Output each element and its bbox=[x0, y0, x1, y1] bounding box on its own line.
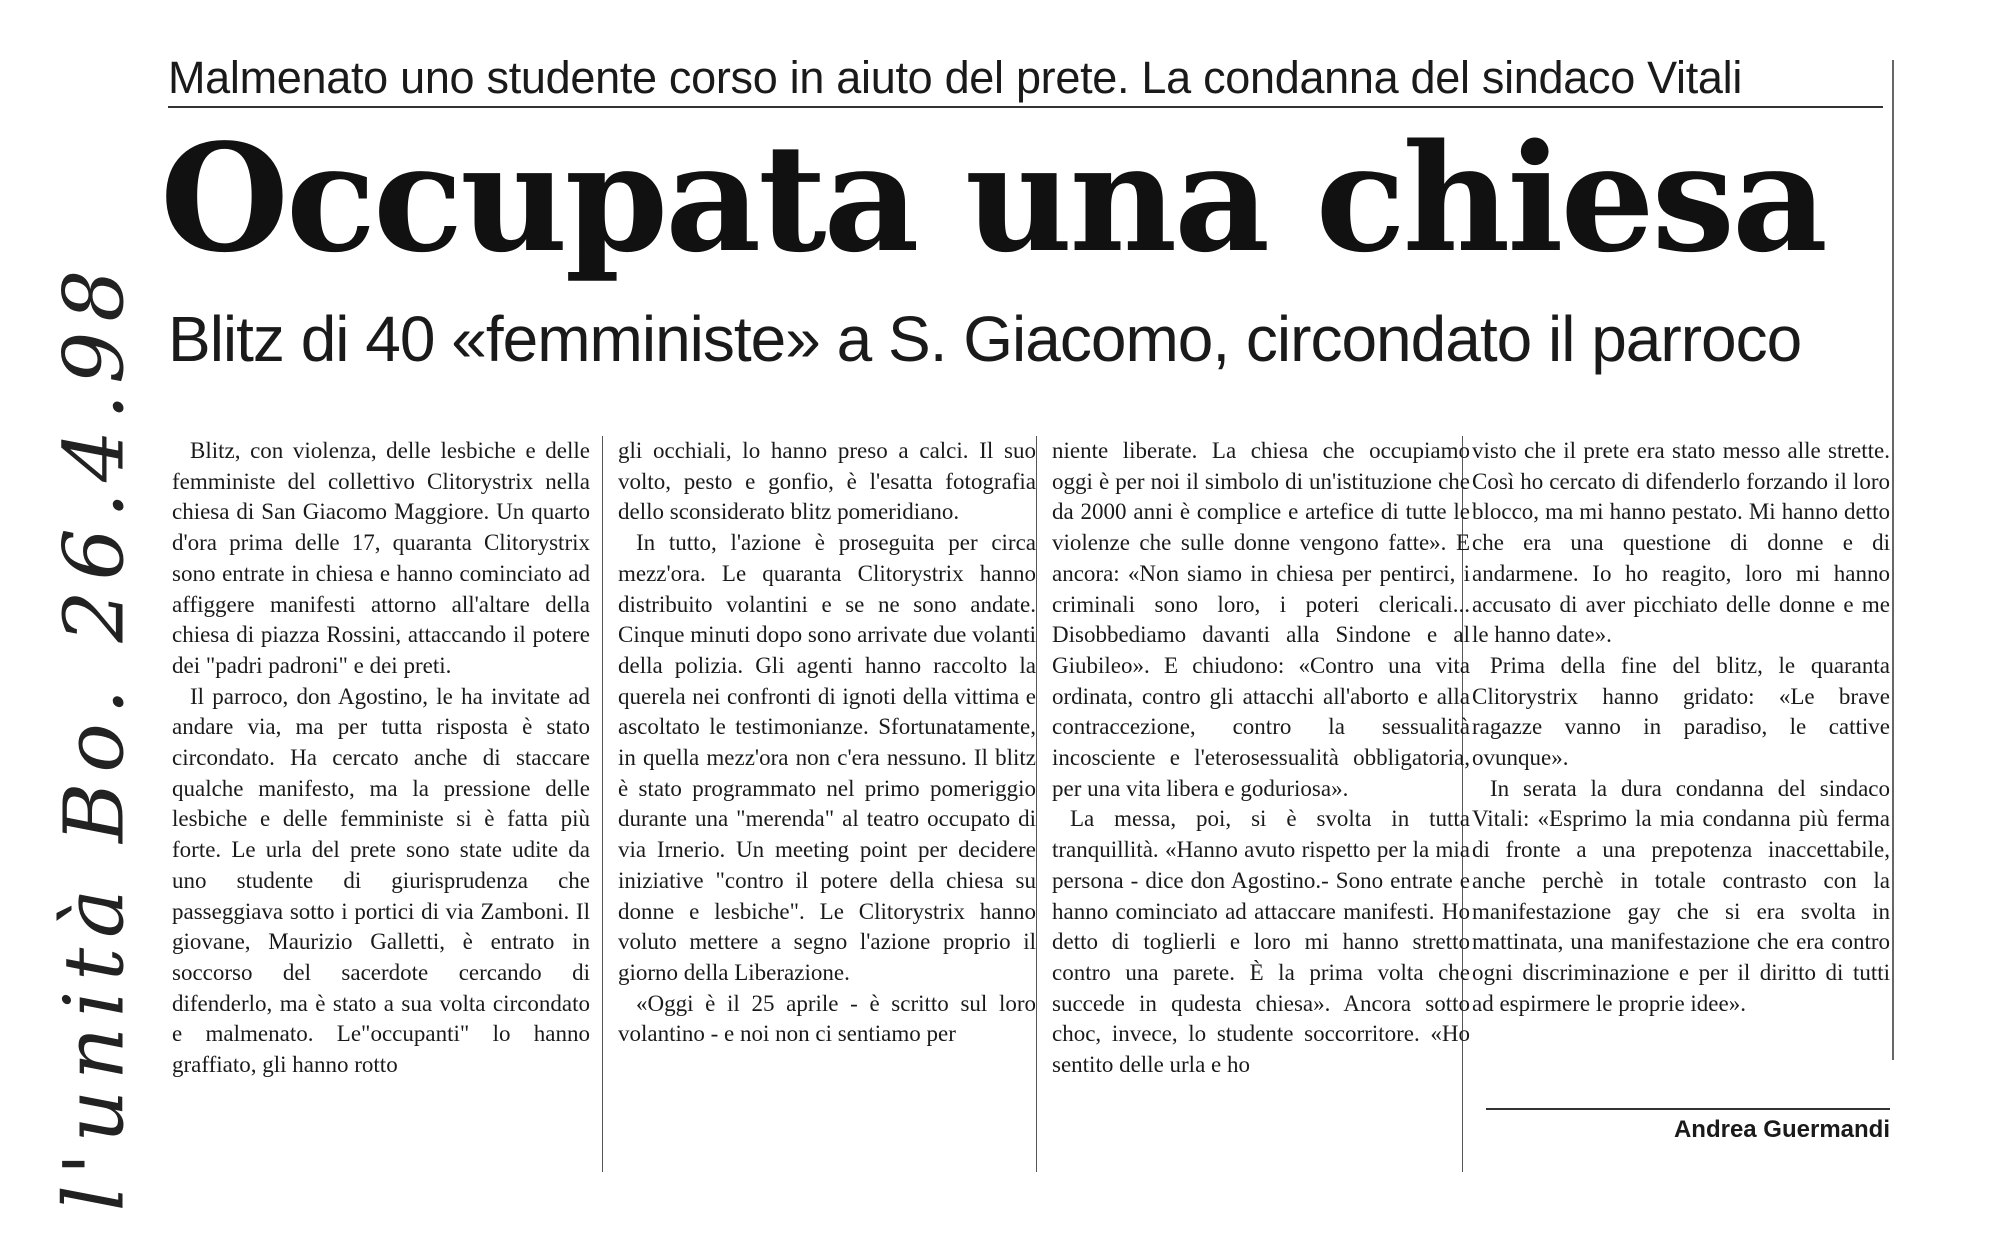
handwritten-note: l'unità Bo. 26.4.98 bbox=[47, 259, 143, 1211]
paragraph: gli occhiali, lo hanno preso a calci. Il suo volto, pesto e gonfio, è l'esatta fotografia dello sconsiderato blitz pomeridiano. bbox=[618, 438, 1036, 525]
paragraph: visto che il prete era stato messo alle strette. Così ho cercato di difenderlo forzando il loro blocco, ma mi hanno pestato. Mi hanno detto che era una questione di donne e di andarmene. Io ho reagito, loro mi hanno accusato di aver picchiato delle donne e me le hanno date». bbox=[1472, 438, 1890, 648]
right-border-rule bbox=[1892, 60, 1894, 1060]
byline-rule bbox=[1486, 1108, 1890, 1110]
paragraph: In serata la dura condanna del sindaco Vitali: «Esprimo la mia condanna più ferma di fronte a una prepotenza inaccettabile, anche perchè in totale contrasto con la manifestazione gay che si era svolta in mattinata, una manifestazione che era contro ogni discriminazione e per il diritto di tutti ad espirmere le proprie idee». bbox=[1472, 775, 1890, 1016]
article-byline: Andrea Guermandi bbox=[1673, 1116, 1890, 1143]
article-column-3 bbox=[1052, 436, 1470, 1081]
paragraph: Il parroco, don Agostino, le ha invitate ad andare via, ma per tutta risposta è stato circondato. Ha cercato anche di staccare qualche manifesto, ma la pressione delle lesbiche e delle femministe si è fatta più forte. Le urla del prete sono state udite da uno studente di giurisprudenza che passeggiava sotto i portici di via Zamboni. Il giovane, Maurizio Galletti, è entrato in soccorso del sacerdote cercando di difenderlo, ma è stato a sua volta circondato e malmenato. Le"occupanti" lo hanno graffiato, gli hanno rotto bbox=[172, 683, 590, 1078]
paragraph: «Oggi è il 25 aprile - è scritto sul loro volantino - e noi non ci sentiamo per bbox=[618, 990, 1036, 1047]
column-divider bbox=[1036, 436, 1037, 1172]
column-divider bbox=[602, 436, 603, 1172]
paragraph: Blitz, con violenza, delle lesbiche e delle femministe del collettivo Clitorystrix nella chiesa di San Giacomo Maggiore. Un quarto d'ora prima delle 17, quaranta Clitorystrix sono entrate in chiesa e hanno cominciato ad affiggere manifesti attorno all'altare della chiesa di piazza Rossini, attaccando il potere dei "padri padroni" e dei preti. bbox=[172, 438, 590, 678]
article-column-2 bbox=[618, 436, 1036, 1050]
article-column-4 bbox=[1472, 436, 1890, 1019]
article-subheadline: Blitz di 40 «femministe» a S. Giacomo, circondato il parroco bbox=[168, 303, 1802, 375]
paragraph: niente liberate. La chiesa che occupiamo oggi è per noi il simbolo di un'istituzione che da 2000 anni è complice e artefice di tutte le violenze che sulle donne vengono fatte». E ancora: «Non siamo in chiesa per pentirci, i criminali sono loro, i poteri clericali... Disobbediamo davanti alla Sindone e al Giubileo». E chiudono: «Contro una vita ordinata, contro gli attacchi all'aborto e alla contraccezione, contro la sessualità incosciente e l'eterosessualità obbligatoria, per una vita libera e goduriosa». bbox=[1052, 438, 1470, 801]
article-kicker: Malmenato uno studente corso in aiuto del prete. La condanna del sindaco Vitali bbox=[168, 50, 1883, 108]
paragraph: La messa, poi, si è svolta in tutta tranquillità. «Hanno avuto rispetto per la mia persona - dice don Agostino.- Sono entrate e hanno cominciato ad attaccare manifesti. Ho detto di toglierli e loro mi hanno stretto contro una parete. È la prima volta che succede in qudesta chiesa». Ancora sotto choc, invece, lo studente soccorritore. «Ho sentito delle urla e ho bbox=[1052, 806, 1470, 1078]
article-headline: Occupata una chiesa bbox=[160, 111, 1825, 285]
paragraph: In tutto, l'azione è proseguita per circa mezz'ora. Le quaranta Clitorystrix hanno distribuito volantini e se ne sono andate. Cinque minuti dopo sono arrivate due volanti della polizia. Gli agenti hanno raccolto la querela nei confronti di ignoti della vittima e ascoltato le testimonianze. Sfortunatamente, in quella mezz'ora non c'era nessuno. Il blitz è stato programmato nel primo pomeriggio durante una "merenda" al teatro occupato di via Irnerio. Un meeting point per decidere iniziative "contro il potere della chiesa su donne e lesbiche". Le Clitorystrix hanno voluto mettere a segno l'azione proprio il giorno della Liberazione. bbox=[618, 530, 1036, 985]
article-column-1 bbox=[172, 436, 590, 1081]
paragraph: Prima della fine del blitz, le quaranta Clitorystrix hanno gridato: «Le brave ragazze vanno in paradiso, le cattive ovunque». bbox=[1472, 652, 1890, 771]
handwritten-annotation bbox=[20, 259, 170, 1211]
